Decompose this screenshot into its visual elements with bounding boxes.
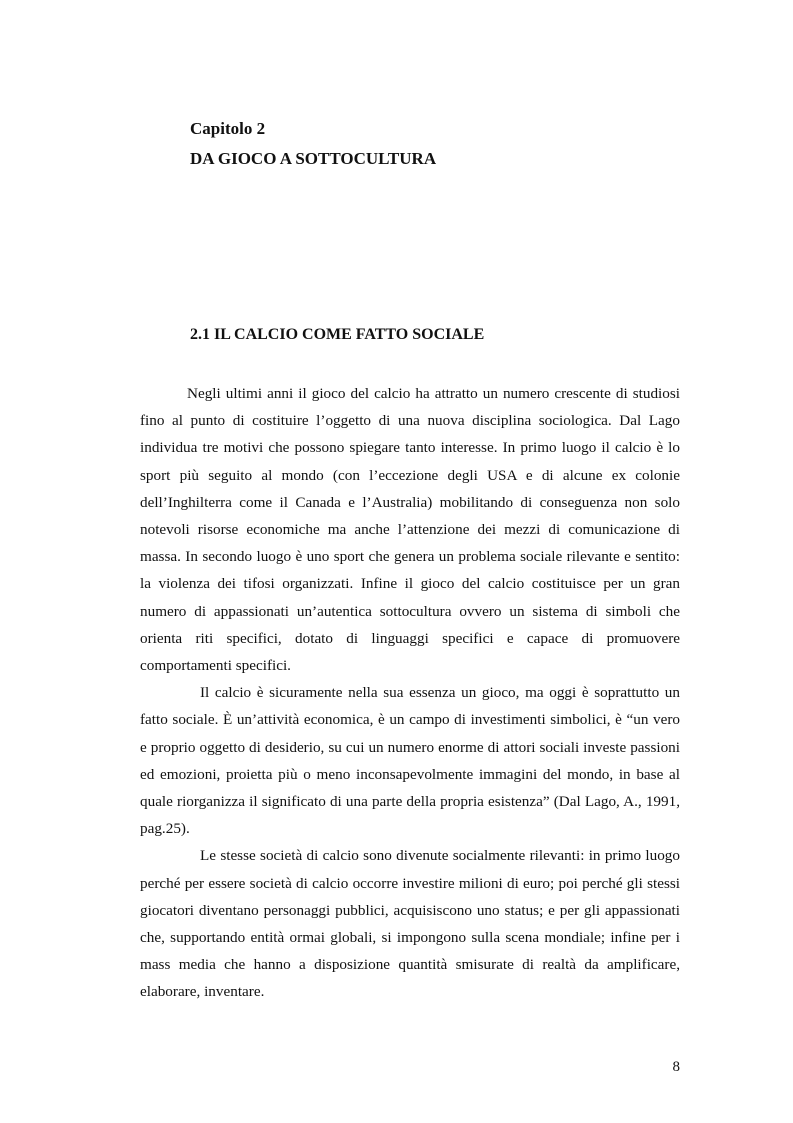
page-number: 8 xyxy=(672,1059,680,1075)
paragraph-3: Le stesse società di calcio sono divenute socialmente rilevanti: in primo luogo perché per essere società di calcio occorre investire milioni di euro; poi perché gli stessi giocatori diventano personaggi pubblici, acquisiscono uno status; e per gli appassionati che, supportando entità ormai globali, si impongono sulla scena mondiale; infine per i mass media che hanno a disposizione quantità smisurate di realtà da amplificare, elaborare, inventare. xyxy=(140,847,680,1001)
chapter-heading xyxy=(190,114,690,174)
paragraph-1: Negli ultimi anni il gioco del calcio ha attratto un numero crescente di studiosi fino al punto di costituire l’oggetto di una nuova disciplina sociologica. Dal Lago individua tre motivi che possono spiegare tanto interesse. In primo luogo il calcio è lo sport più seguito al mondo (con l’eccezione degli USA e di alcune ex colonie dell’Inghilterra come il Canada e l’Australia) mobilitando di conseguenza non solo notevoli risorse economiche ma anche l’attenzione dei mezzi di comunicazione di massa. In secondo luogo è uno sport che genera un problema sociale rilevante e sentito: la violenza dei tifosi organizzati. Infine il gioco del calcio costituisce per un gran numero di appassionati un’autentica sottocultura ovvero un sistema di simboli che orienta riti specifici, dotato di linguaggi specifici e capace di promuovere comportamenti specifici. xyxy=(140,385,680,675)
chapter-label: Capitolo 2 xyxy=(190,119,266,138)
body-text xyxy=(140,380,680,1006)
paragraph-2: Il calcio è sicuramente nella sua essenza un gioco, ma oggi è soprattutto un fatto sociale. È un’attività economica, è un campo di investimenti simbolici, è “un vero e proprio oggetto di desiderio, su cui un numero enorme di attori sociali investe passioni ed emozioni, proietta più o meno inconsapevolmente immagini del mondo, in base al quale riorganizza il significato di una parte della propria esistenza” (Dal Lago, A., 1991, pag.25). xyxy=(140,684,680,838)
section-title: 2.1 IL CALCIO COME FATTO SOCIALE xyxy=(190,326,485,343)
chapter-title: DA GIOCO A SOTTOCULTURA xyxy=(190,149,437,168)
